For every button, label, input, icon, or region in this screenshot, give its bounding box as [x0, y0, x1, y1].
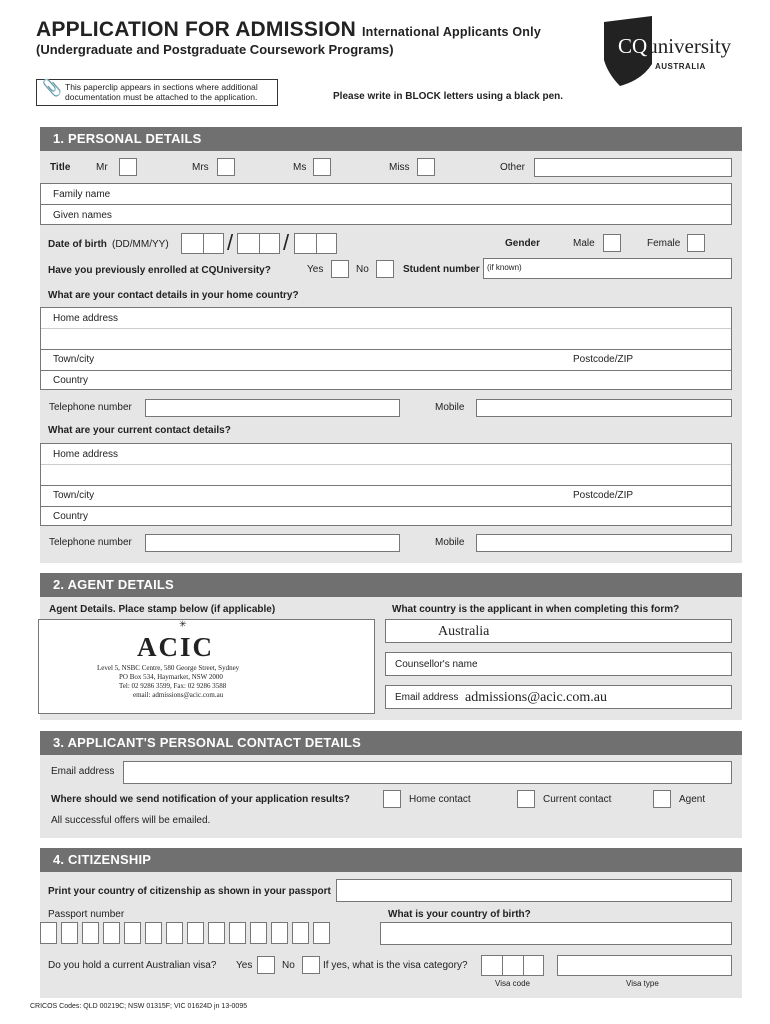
family-name-field[interactable]: Family name	[53, 189, 111, 200]
section-heading: 1. PERSONAL DETAILS	[40, 127, 742, 151]
notify-agent-checkbox[interactable]	[653, 790, 671, 808]
prev-enrolled-no-checkbox[interactable]	[376, 260, 394, 278]
section-heading: 3. APPLICANT'S PERSONAL CONTACT DETAILS	[40, 731, 742, 755]
applicant-email-field[interactable]	[123, 761, 732, 784]
citizenship-section: 4. CITIZENSHIP Print your country of citizenship as shown in your passport Passport number What is your country of birth? Do you hold a current Australian visa? Yes No If yes, what is the visa category? Visa code Visa type	[40, 848, 742, 998]
title-note: International Applicants Only	[362, 25, 541, 39]
title-mrs-checkbox[interactable]	[217, 158, 235, 176]
gender-male-checkbox[interactable]	[603, 234, 621, 252]
name-fields	[40, 183, 732, 225]
dob-day-field[interactable]	[181, 233, 224, 254]
title-miss-checkbox[interactable]	[417, 158, 435, 176]
home-postcode-field[interactable]: Postcode/ZIP	[573, 354, 634, 365]
visa-code-field[interactable]	[481, 955, 544, 976]
notify-home-checkbox[interactable]	[383, 790, 401, 808]
title-ms-checkbox[interactable]	[313, 158, 331, 176]
gender-female-checkbox[interactable]	[687, 234, 705, 252]
section-heading: 4. CITIZENSHIP	[40, 848, 742, 872]
applicant-country-field[interactable]: Australia	[385, 619, 732, 643]
dob-month-field[interactable]	[237, 233, 280, 254]
logo-country: AUSTRALIA	[655, 62, 706, 71]
dob-year-field[interactable]	[294, 233, 337, 254]
visa-type-field[interactable]	[557, 955, 732, 976]
visa-no-checkbox[interactable]	[302, 956, 320, 974]
section-heading: 2. AGENT DETAILS	[40, 573, 742, 597]
prev-enrolled-yes-checkbox[interactable]	[331, 260, 349, 278]
acic-stamp-logo: ACIC	[137, 632, 215, 662]
student-number-field[interactable]: (if known)	[483, 258, 732, 279]
current-postcode-field[interactable]: Postcode/ZIP	[573, 490, 634, 501]
home-town-field[interactable]: Town/city	[53, 354, 95, 365]
current-address-field[interactable]: Home address	[53, 449, 119, 460]
home-country-field[interactable]: Country	[53, 375, 89, 386]
current-town-field[interactable]: Town/city	[53, 490, 95, 501]
form-title: APPLICATION FOR ADMISSION International Applicants Only	[36, 18, 541, 41]
personal-details-section: 1. PERSONAL DETAILS Title Mr Mrs Ms Miss Other Family name Given names Date of birth (DD/MM/YY) / / Gender Male Female Have you previously enrolled at CQUniversity? Yes No Student number (if known) What are your contact details in your home country? Home address Town/city Postcode/ZIP Country Telephone number Mobile What are your current contact details? Home address Town/city Postcode/ZIP Country Telephone number Mobile	[40, 127, 742, 563]
applicant-contact-section: 3. APPLICANT'S PERSONAL CONTACT DETAILS Email address Where should we send notification of your application results? Home contact Current contact Agent All successful offers will be emailed.	[40, 731, 742, 838]
current-country-field[interactable]: Country	[53, 511, 89, 522]
citizenship-country-field[interactable]	[336, 879, 732, 902]
notify-current-checkbox[interactable]	[517, 790, 535, 808]
title-other-field[interactable]	[534, 158, 732, 177]
cricos-footer: CRICOS Codes: QLD 00219C; NSW 01315F; VIC 01624D jn 13-0095	[30, 1003, 248, 1010]
current-telephone-field[interactable]	[145, 534, 400, 552]
current-mobile-field[interactable]	[476, 534, 732, 552]
form-subtitle: (Undergraduate and Postgraduate Coursework Programs)	[36, 42, 394, 57]
agent-stamp-area: ✳ ACIC Level 5, NSBC Centre, 580 George Street, Sydney PO Box 534, Haymarket, NSW 2000 Tel: 02 9286 3599, Fax: 02 9286 3588 email: admissions@acic.com.au	[38, 619, 375, 714]
home-mobile-field[interactable]	[476, 399, 732, 417]
passport-number-boxes[interactable]	[40, 922, 340, 946]
paperclip-icon: 📎	[42, 80, 62, 97]
given-names-field[interactable]: Given names	[53, 210, 112, 221]
counsellor-name-field[interactable]: Counsellor's name	[385, 652, 732, 676]
home-telephone-field[interactable]	[145, 399, 400, 417]
home-address-field[interactable]: Home address	[53, 313, 119, 324]
country-of-birth-field[interactable]	[380, 922, 732, 945]
home-address-block	[40, 307, 732, 390]
agent-email-field[interactable]: Email address admissions@acic.com.au	[385, 685, 732, 709]
current-address-block	[40, 443, 732, 526]
title-mr-checkbox[interactable]	[119, 158, 137, 176]
visa-yes-checkbox[interactable]	[257, 956, 275, 974]
paperclip-note: 📎 This paperclip appears in sections where additional documentation must be attached to the application.	[36, 79, 278, 106]
logo-text: CQuniversity	[618, 34, 732, 58]
agent-details-section: 2. AGENT DETAILS Agent Details. Place stamp below (if applicable) What country is the applicant in when completing this form? ✳ ACIC Level 5, NSBC Centre, 580 George Street, Sydney PO Box 534, Haymarket, NSW 2000 Tel: 02 9286 3599, Fax: 02 9286 3588 email: admissions@acic.com.au Australia Counsellor's name Email address admissions@acic.com.au	[40, 573, 742, 720]
block-letters-note: Please write in BLOCK letters using a black pen.	[333, 91, 564, 102]
